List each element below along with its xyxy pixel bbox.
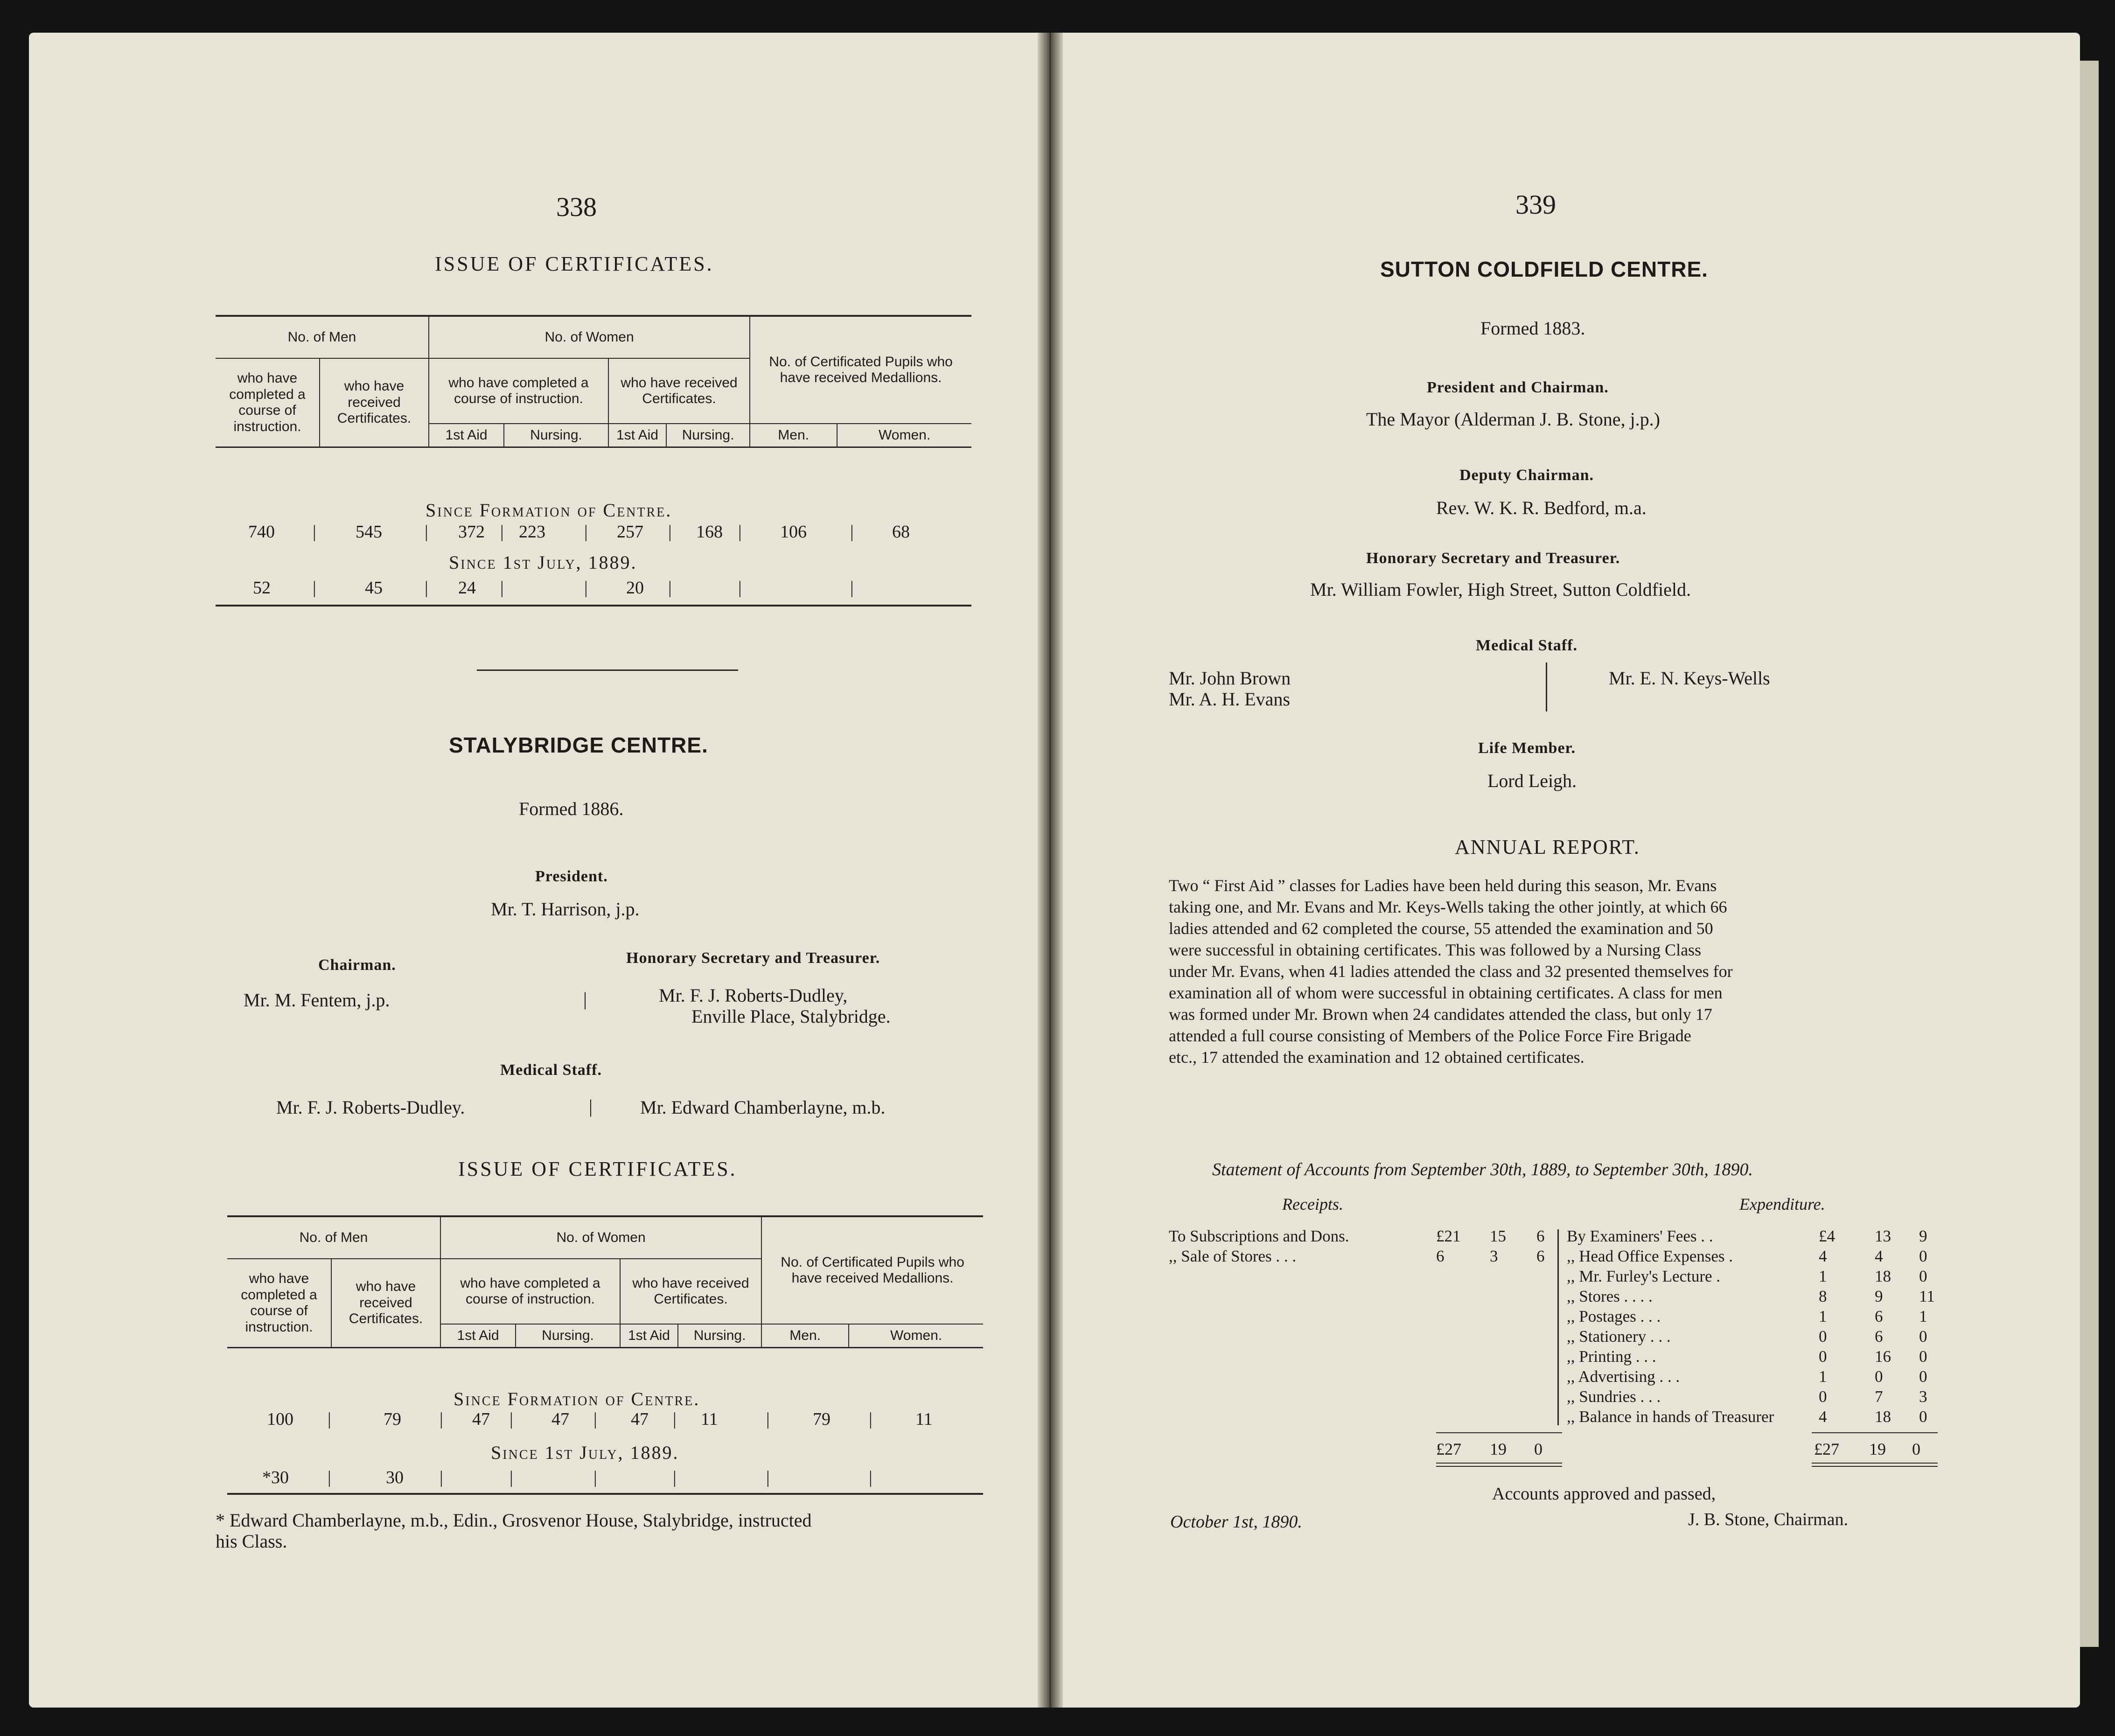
medallions-header: No. of Certificated Pupils who have received Medallions. (781, 1254, 964, 1286)
life-member-heading: Life Member. (1478, 739, 1576, 757)
account-label: ,, Sale of Stores . . . (1169, 1247, 1297, 1265)
footnote-line-1: * Edward Chamberlayne, m.b., Edin., Grosvenor House, Stalybridge, instructed (216, 1510, 812, 1531)
cell-divider: | (313, 522, 316, 542)
stalybridge-title: STALYBRIDGE CENTRE. (449, 733, 708, 757)
column-divider: | (583, 989, 587, 1010)
issue-certificates-title-2: ISSUE OF CERTIFICATES. (458, 1157, 737, 1180)
cell: 11 (701, 1409, 718, 1429)
cell: 257 (617, 522, 643, 542)
account-shillings: 13 (1875, 1227, 1891, 1245)
women-received-header: who have received Certificates. (620, 1259, 761, 1324)
issue-certificates-title: ISSUE OF CERTIFICATES. (435, 252, 714, 275)
nursing-header: Nursing. (504, 424, 608, 447)
report-line: taking one, and Mr. Evans and Mr. Keys-Wells taking the other jointly, at which 66 (1169, 898, 1727, 916)
account-pence: 6 (1536, 1247, 1545, 1265)
account-pounds: 0 (1819, 1327, 1827, 1346)
cell-divider: | (313, 578, 316, 598)
account-pence: 3 (1919, 1387, 1927, 1406)
accounts-approved: Accounts approved and passed, (1492, 1484, 1716, 1504)
men-received-header: who have received Certificates. (331, 1259, 440, 1348)
total-pounds: £27 (1814, 1440, 1839, 1458)
cell: 168 (696, 522, 723, 542)
expenditure-double-rule-2 (1812, 1466, 1938, 1467)
receipts-double-rule-2 (1436, 1466, 1562, 1467)
expenditure-double-rule-1 (1812, 1463, 1938, 1464)
medical-staff-left-2: Mr. A. H. Evans (1169, 689, 1290, 710)
cell: 47 (472, 1409, 490, 1429)
account-label: ,, Mr. Furley's Lecture . (1567, 1267, 1721, 1285)
account-pence: 6 (1536, 1227, 1545, 1245)
men-header: No. of Men (227, 1216, 440, 1259)
medal-women-header: Women. (890, 1327, 942, 1343)
account-label: ,, Postages . . . (1567, 1307, 1661, 1325)
total-pence: 0 (1912, 1440, 1920, 1458)
account-pounds: 6 (1436, 1247, 1445, 1265)
deputy-chairman-heading: Deputy Chairman. (1459, 467, 1594, 484)
cell-divider: | (500, 522, 504, 542)
page-edge (2080, 61, 2099, 1647)
president-chairman-heading: President and Chairman. (1427, 379, 1609, 396)
cell-divider: | (425, 578, 428, 598)
cell-divider: | (738, 578, 742, 598)
cell-divider: | (510, 1468, 513, 1487)
account-label: ,, Balance in hands of Treasurer (1567, 1408, 1774, 1426)
account-pounds: 0 (1819, 1347, 1827, 1366)
sutton-coldfield-title: SUTTON COLDFIELD CENTRE. (1380, 257, 1708, 281)
cell: 545 (356, 522, 382, 542)
chairman-name: Mr. M. Fentem, j.p. (244, 990, 390, 1011)
cell-divider: | (869, 1468, 873, 1487)
report-line: was formed under Mr. Brown when 24 candidates attended the class, but only 17 (1169, 1005, 1712, 1024)
cell-divider: | (673, 1409, 677, 1429)
account-shillings: 9 (1875, 1287, 1883, 1305)
account-pence: 1 (1919, 1307, 1927, 1325)
cell-divider: | (440, 1468, 443, 1487)
accounts-date: October 1st, 1890. (1170, 1512, 1302, 1532)
deputy-chairman-name: Rev. W. K. R. Bedford, m.a. (1436, 497, 1647, 518)
cell: *30 (262, 1468, 289, 1487)
account-shillings: 7 (1875, 1387, 1883, 1406)
left-page (29, 33, 1038, 1708)
cell: 24 (458, 578, 476, 598)
first-aid-header-2: 1st Aid (608, 424, 666, 447)
cell: 30 (386, 1468, 404, 1487)
cell: 100 (267, 1409, 293, 1429)
account-pounds: 1 (1819, 1307, 1827, 1325)
since-formation-label: Since Formation of Centre. (426, 500, 672, 521)
account-pounds: 4 (1819, 1247, 1827, 1265)
account-label: ,, Stores . . . . (1567, 1287, 1653, 1305)
medical-staff-heading: Medical Staff. (500, 1061, 602, 1079)
receipts-double-rule-1 (1436, 1463, 1562, 1464)
account-shillings: 6 (1875, 1327, 1883, 1346)
cell: 79 (813, 1409, 831, 1429)
sutton-formed: Formed 1883. (1480, 318, 1585, 339)
table1-bottom-rule (216, 605, 971, 607)
women-completed-header: who have completed a course of instruction. (440, 1259, 620, 1324)
men-completed-header: who have completed a course of instruction. (227, 1259, 331, 1348)
report-line: were successful in obtaining certificates. This was followed by a Nursing Class (1169, 941, 1702, 959)
account-pounds: 8 (1819, 1287, 1827, 1305)
account-pounds: 1 (1819, 1267, 1827, 1285)
section-divider (477, 669, 738, 671)
footnote-line-2: his Class. (216, 1531, 287, 1552)
women-header: No. of Women (440, 1216, 761, 1259)
total-pounds: £27 (1436, 1440, 1461, 1458)
right-page (1063, 33, 2080, 1708)
first-aid-header: 1st Aid (429, 424, 504, 447)
report-line: under Mr. Evans, when 41 ladies attended the class and 32 presented themselves for (1169, 962, 1733, 981)
account-pence: 11 (1919, 1287, 1935, 1305)
account-shillings: 0 (1875, 1367, 1883, 1386)
cell-divider: | (668, 522, 672, 542)
expenditure-total-rule (1812, 1432, 1938, 1433)
nursing-header-2: Nursing. (678, 1324, 761, 1348)
cell: 52 (253, 578, 271, 598)
women-received-header: who have received Certificates. (608, 358, 750, 424)
president-chairman-name: The Mayor (Alderman J. B. Stone, j.p.) (1366, 409, 1660, 430)
cell-divider: | (766, 1468, 770, 1487)
nursing-header-2: Nursing. (666, 424, 750, 447)
nursing-header: Nursing. (516, 1324, 620, 1348)
cell-divider: | (440, 1409, 443, 1429)
page-number: 339 (1515, 189, 1556, 220)
certificates-table-1 (216, 315, 971, 448)
hon-secretary-name: Mr. William Fowler, High Street, Sutton Coldfield. (1310, 579, 1691, 600)
account-pence: 0 (1919, 1408, 1927, 1426)
first-aid-header-2: 1st Aid (620, 1324, 678, 1348)
women-header: No. of Women (429, 316, 750, 358)
account-shillings: 18 (1875, 1267, 1891, 1285)
account-label: ,, Head Office Expenses . (1567, 1247, 1733, 1265)
total-shillings: 19 (1869, 1440, 1886, 1458)
account-pounds: £4 (1819, 1227, 1835, 1245)
receipts-total-rule (1436, 1432, 1562, 1433)
accounts-divider (1557, 1229, 1559, 1425)
account-shillings: 3 (1490, 1247, 1498, 1265)
stalybridge-formed: Formed 1886. (519, 798, 624, 819)
account-pounds: 1 (1819, 1367, 1827, 1386)
cell: 106 (780, 522, 807, 542)
medal-women-header: Women. (879, 427, 931, 443)
account-pence: 0 (1919, 1327, 1927, 1346)
hon-secretary-heading: Honorary Secretary and Treasurer. (1366, 550, 1620, 567)
cell-divider: | (850, 522, 854, 542)
first-aid-header: 1st Aid (440, 1324, 516, 1348)
cell: 79 (384, 1409, 401, 1429)
cell: 20 (626, 578, 644, 598)
certificates-table-2 (227, 1215, 983, 1348)
expenditure-heading: Expenditure. (1739, 1195, 1825, 1213)
account-pounds: 0 (1819, 1387, 1827, 1406)
total-pence: 0 (1534, 1440, 1543, 1458)
cell: 45 (365, 578, 383, 598)
medical-staff-left: Mr. F. J. Roberts-Dudley. (276, 1097, 465, 1118)
total-shillings: 19 (1490, 1440, 1507, 1458)
medal-men-header: Men. (750, 424, 837, 447)
account-label: ,, Printing . . . (1567, 1347, 1656, 1366)
account-shillings: 6 (1875, 1307, 1883, 1325)
hon-secretary-heading: Honorary Secretary and Treasurer. (626, 949, 880, 967)
president-heading: President. (535, 868, 608, 885)
cell-divider: | (328, 1409, 331, 1429)
cell: 68 (892, 522, 910, 542)
report-line: ladies attended and 62 completed the course, 55 attended the examination and 50 (1169, 919, 1713, 938)
men-header: No. of Men (216, 316, 429, 358)
account-pence: 0 (1919, 1347, 1927, 1366)
page-number: 338 (556, 192, 597, 222)
account-shillings: 15 (1490, 1227, 1506, 1245)
account-label: ,, Sundries . . . (1567, 1387, 1661, 1406)
cell-divider: | (500, 578, 504, 598)
account-label: To Subscriptions and Dons. (1169, 1227, 1349, 1245)
report-line: examination all of whom were successful in obtaining certificates. A class for men (1169, 983, 1723, 1002)
cell: 372 (458, 522, 485, 542)
report-line: etc., 17 attended the examination and 12 obtained certificates. (1169, 1048, 1585, 1067)
account-shillings: 18 (1875, 1408, 1891, 1426)
cell: 47 (631, 1409, 649, 1429)
medical-staff-heading: Medical Staff. (1476, 637, 1578, 654)
account-pounds: £21 (1436, 1227, 1461, 1245)
medical-staff-right: Mr. E. N. Keys-Wells (1609, 668, 1770, 689)
report-line: Two “ First Aid ” classes for Ladies have been held during this season, Mr. Evans (1169, 876, 1717, 895)
cell-divider: | (869, 1409, 873, 1429)
cell: 47 (551, 1409, 569, 1429)
cell-divider: | (584, 578, 588, 598)
account-shillings: 16 (1875, 1347, 1891, 1366)
since-july-label: Since 1st July, 1889. (449, 552, 637, 573)
column-divider (1546, 662, 1547, 711)
cell-divider: | (766, 1409, 770, 1429)
chairman-heading: Chairman. (318, 956, 396, 974)
cell-divider: | (738, 522, 742, 542)
account-label: ,, Advertising . . . (1567, 1367, 1680, 1386)
women-completed-header: who have completed a course of instruction. (429, 358, 608, 424)
cell: 223 (519, 522, 545, 542)
account-label: ,, Stationery . . . (1567, 1327, 1671, 1346)
cell-divider: | (328, 1468, 331, 1487)
account-pence: 0 (1919, 1367, 1927, 1386)
hon-secretary-address: Enville Place, Stalybridge. (691, 1006, 891, 1027)
cell: 11 (915, 1409, 933, 1429)
report-line: attended a full course consisting of Members of the Police Force Fire Brigade (1169, 1026, 1691, 1045)
account-pounds: 4 (1819, 1408, 1827, 1426)
cell: 740 (248, 522, 275, 542)
account-shillings: 4 (1875, 1247, 1883, 1265)
chairman-signature: J. B. Stone, Chairman. (1688, 1510, 1849, 1529)
men-received-header: who have received Certificates. (320, 358, 429, 447)
account-pence: 0 (1919, 1267, 1927, 1285)
account-pence: 9 (1919, 1227, 1927, 1245)
hon-secretary-name: Mr. F. J. Roberts-Dudley, (659, 985, 848, 1006)
account-pence: 0 (1919, 1247, 1927, 1265)
president-name: Mr. T. Harrison, j.p. (491, 899, 640, 920)
medical-staff-left-1: Mr. John Brown (1169, 668, 1291, 689)
book-gutter (1038, 33, 1063, 1708)
annual-report-body (1169, 875, 1990, 1068)
receipts-heading: Receipts. (1282, 1195, 1343, 1213)
since-formation-label: Since Formation of Centre. (454, 1388, 700, 1409)
cell-divider: | (850, 578, 854, 598)
medal-men-header: Men. (761, 1324, 849, 1348)
since-july-label: Since 1st July, 1889. (491, 1442, 679, 1463)
medical-staff-right: Mr. Edward Chamberlayne, m.b. (640, 1097, 886, 1118)
statement-title: Statement of Accounts from September 30th, 1889, to September 30th, 1890. (1212, 1160, 1753, 1179)
column-divider: | (589, 1096, 593, 1117)
table2-bottom-rule (227, 1493, 983, 1495)
cell-divider: | (593, 1409, 597, 1429)
cell-divider: | (584, 522, 588, 542)
cell-divider: | (593, 1468, 597, 1487)
life-member-name: Lord Leigh. (1487, 770, 1577, 791)
cell-divider: | (673, 1468, 677, 1487)
account-label: By Examiners' Fees . . (1567, 1227, 1713, 1245)
cell-divider: | (668, 578, 672, 598)
cell-divider: | (425, 522, 428, 542)
cell-divider: | (510, 1409, 513, 1429)
men-completed-header: who have completed a course of instruction. (216, 358, 320, 447)
medallions-header: No. of Certificated Pupils who have received Medallions. (769, 354, 953, 385)
annual-report-heading: ANNUAL REPORT. (1455, 836, 1640, 858)
